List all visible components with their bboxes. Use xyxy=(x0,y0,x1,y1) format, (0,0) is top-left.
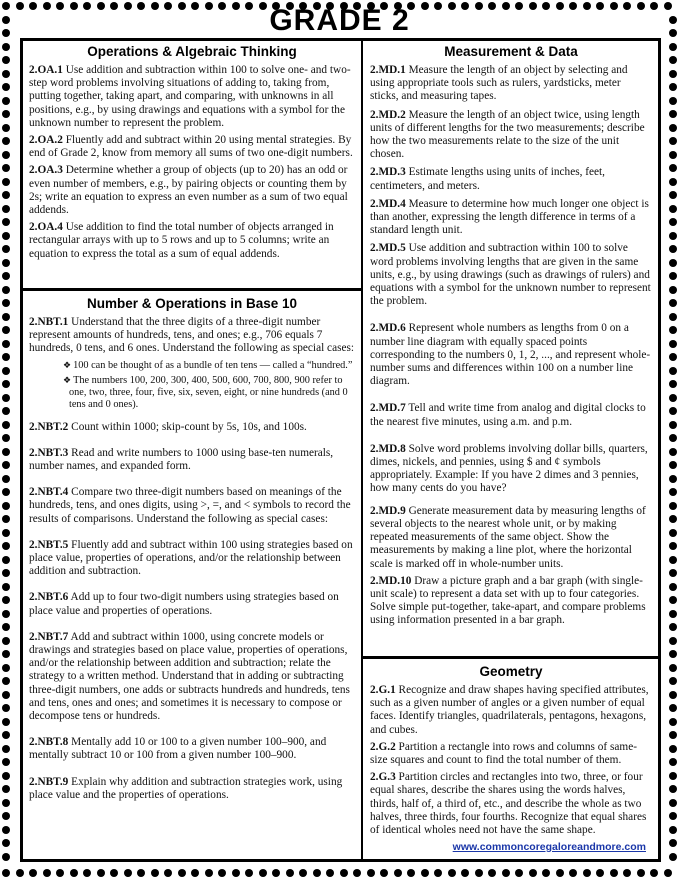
standard-code: 2.MD.9 xyxy=(370,504,406,517)
standard-code: 2.OA.1 xyxy=(29,64,63,76)
standard-code: 2.MD.8 xyxy=(370,442,406,455)
border-dot xyxy=(669,461,677,469)
standard-code: 2.OA.4 xyxy=(29,221,63,234)
standard-text: Use addition and subtraction within 100 to solve word problems involving lengths that are given in the same units, e.g., by using drawings (such as drawings of rulers) and equations with a symbol for the unknown number to represent the problem. xyxy=(370,242,651,308)
standard-code: 2.NBT.4 xyxy=(29,486,69,499)
border-dot xyxy=(669,245,677,253)
border-dot xyxy=(664,869,672,877)
border-dot xyxy=(151,869,159,877)
border-dot xyxy=(2,70,10,78)
border-dot xyxy=(299,869,307,877)
border-dot xyxy=(56,869,64,877)
border-dot xyxy=(669,205,677,213)
border-dot xyxy=(669,515,677,523)
standard-nbt-1 xyxy=(29,316,355,356)
border-dot xyxy=(669,596,677,604)
standard-text: Explain why addition and subtraction strategies work, using place value and the properties of operations. xyxy=(29,775,343,801)
standard-item xyxy=(370,575,652,628)
standard-text: Fluently add and subtract within 100 using strategies based on place value, properties of operations, and/or the relationship between addition and subtraction. xyxy=(29,538,353,578)
border-dot xyxy=(2,826,10,834)
border-dot xyxy=(434,869,442,877)
border-dot xyxy=(2,869,10,877)
standard-text: Partition a rectangle into rows and columns of same-size squares and count to find the total number of them. xyxy=(370,740,637,767)
border-dot xyxy=(669,542,677,550)
border-dot xyxy=(2,326,10,334)
oa-standards-list xyxy=(29,64,355,261)
border-dot xyxy=(272,869,280,877)
standard-text: Read and write numbers to 1000 using base-ten numerals, number names, and expanded form. xyxy=(29,446,334,473)
standard-item xyxy=(29,221,355,261)
border-dot xyxy=(669,43,677,51)
border-dot xyxy=(669,286,677,294)
border-dot xyxy=(2,745,10,753)
border-dot xyxy=(669,583,677,591)
border-dot xyxy=(2,164,10,172)
border-dot xyxy=(669,232,677,240)
border-dot xyxy=(2,677,10,685)
border-dot xyxy=(669,218,677,226)
border-dot xyxy=(475,869,483,877)
border-dot xyxy=(669,475,677,483)
border-dot xyxy=(2,799,10,807)
standard-code: 2.NBT.8 xyxy=(29,736,69,749)
standard-text: Determine whether a group of objects (up to 20) has an odd or even number of members, e.g., by pairing objects or counting them by 2s; write an equation to express an even number as a sum of two equal addends. xyxy=(29,164,348,217)
border-dot xyxy=(2,556,10,564)
border-dot xyxy=(2,812,10,820)
standard-item xyxy=(29,631,355,723)
border-dot xyxy=(164,869,172,877)
border-dot xyxy=(380,869,388,877)
border-dot xyxy=(2,529,10,537)
standard-code: 2.G.3 xyxy=(370,771,396,784)
border-dot xyxy=(2,43,10,51)
border-dot xyxy=(2,731,10,739)
standard-text: Fluently add and subtract within 20 using mental strategies. By end of Grade 2, know from memory all sums of two one-digit numbers. xyxy=(29,134,353,160)
border-dot xyxy=(2,124,10,132)
border-dot xyxy=(313,869,321,877)
border-dot xyxy=(2,515,10,523)
standard-code: 2.NBT.2 xyxy=(29,420,69,433)
border-dot xyxy=(669,97,677,105)
border-dot xyxy=(2,272,10,280)
md-standards-list xyxy=(370,64,652,628)
standard-code: 2.NBT.7 xyxy=(29,630,69,643)
standard-text: Solve word problems involving dollar bills, quarters, dimes, nickels, and pennies, using $ and ¢ symbols appropriately. Example: If you have 2 dimes and 3 pennies, how many cents do you have? xyxy=(370,442,648,495)
border-dot xyxy=(2,83,10,91)
border-dot xyxy=(2,367,10,375)
border-dot xyxy=(669,826,677,834)
border-dot xyxy=(669,569,677,577)
standard-text: Partition circles and rectangles into two, three, or four equal shares, describe the shares using the words halves, thirds, half of, a third of, etc., and describe the whole as two halves, three thirds, four fourths. Recognize that equal shares of identical wholes need not have the same shape. xyxy=(370,771,647,837)
border-dot xyxy=(669,178,677,186)
border-dot xyxy=(2,299,10,307)
standard-text: Understand that the three digits of a three-digit number represent amounts of hundreds, tens, and ones; e.g., 706 equals 7 hundreds, 0 tens, and 6 ones. Understand the following as special cases: xyxy=(29,316,355,355)
geometry-standards-list xyxy=(370,684,652,837)
oa-heading: Operations & Algebraic Thinking xyxy=(87,44,297,59)
border-dot xyxy=(2,232,10,240)
standard-text: Compare two three-digit numbers based on meanings of the hundreds, tens, and ones digits, using >, =, and < symbols to record the results of comparisons. Understand the following as special cases: xyxy=(29,486,351,525)
border-dot xyxy=(669,56,677,64)
border-dot xyxy=(623,869,631,877)
border-dot xyxy=(2,542,10,550)
border-dot xyxy=(2,772,10,780)
standard-item xyxy=(29,486,355,526)
border-dot xyxy=(669,448,677,456)
standard-item xyxy=(29,64,355,130)
oa-section xyxy=(23,41,363,291)
border-dot xyxy=(43,869,51,877)
border-dot xyxy=(191,869,199,877)
standard-text: Generate measurement data by measuring lengths of several objects to the nearest whole unit, or by making repeated measurements of the same object. Show the measurements by making a line plot, where the horizontal scale is marked off in whole-number units. xyxy=(370,504,646,570)
border-dot xyxy=(669,380,677,388)
border-dot xyxy=(2,475,10,483)
border-dot xyxy=(669,367,677,375)
border-dot xyxy=(669,637,677,645)
border-dot xyxy=(110,869,118,877)
border-dot xyxy=(610,869,618,877)
border-dot xyxy=(232,869,240,877)
border-dot xyxy=(669,488,677,496)
border-dot xyxy=(669,610,677,618)
border-dot xyxy=(669,731,677,739)
standard-item xyxy=(370,242,652,308)
border-dot xyxy=(2,380,10,388)
standard-item xyxy=(370,64,652,104)
border-dot xyxy=(669,718,677,726)
standard-item xyxy=(29,591,355,617)
border-dot xyxy=(2,650,10,658)
standard-item xyxy=(29,447,355,473)
standard-code: 2.MD.10 xyxy=(370,574,412,587)
border-dot xyxy=(669,434,677,442)
border-dot xyxy=(669,151,677,159)
standard-text: Measure the length of an object twice, using length units of different lengths for the two measurements; describe how the two measurements relate to the size of the unit chosen. xyxy=(370,108,645,161)
border-dot xyxy=(669,704,677,712)
border-dot xyxy=(2,259,10,267)
border-dot xyxy=(2,853,10,861)
border-dot xyxy=(669,272,677,280)
border-dot xyxy=(2,340,10,348)
border-dot xyxy=(669,745,677,753)
border-dot xyxy=(83,869,91,877)
standard-text: Recognize and draw shapes having specified attributes, such as a given number of angles or a given number of equal faces. Identify triangles, quadrilaterals, pentagons, hexagons, and cubes. xyxy=(370,684,649,736)
standard-code: 2.NBT.3 xyxy=(29,446,69,459)
border-dot xyxy=(2,151,10,159)
nbt-section xyxy=(23,291,363,859)
border-dot xyxy=(669,70,677,78)
special-case-text: 100 can be thought of as a bundle of ten tens — called a “hundred.” xyxy=(73,359,353,371)
border-dot xyxy=(669,259,677,267)
border-dot xyxy=(2,434,10,442)
standard-code: 2.NBT.9 xyxy=(29,775,69,788)
border-dot xyxy=(2,394,10,402)
border-dot xyxy=(2,421,10,429)
border-dot xyxy=(669,664,677,672)
standard-text: Use addition to find the total number of objects arranged in rectangular arrays with up to 5 rows and up to 5 columns; write an equation to express the total as a sum of equal addends. xyxy=(29,221,334,260)
nbt-standards-list xyxy=(29,421,355,802)
border-dot xyxy=(407,869,415,877)
border-dot xyxy=(669,556,677,564)
border-dot xyxy=(596,869,604,877)
standard-code: 2.MD.5 xyxy=(370,242,406,255)
border-dot xyxy=(2,637,10,645)
border-dot xyxy=(2,313,10,321)
border-dot xyxy=(2,596,10,604)
standard-text: Draw a picture graph and a bar graph (with single-unit scale) to represent a data set with up to four categories. Solve simple put-together, take-apart, and compare problems using information presented in a bar graph. xyxy=(370,574,646,627)
border-dot xyxy=(16,869,24,877)
border-dot xyxy=(97,869,105,877)
standard-code: 2.OA.2 xyxy=(29,134,63,147)
border-dot xyxy=(2,718,10,726)
border-dot xyxy=(2,218,10,226)
border-dot xyxy=(488,869,496,877)
border-dot xyxy=(2,583,10,591)
standard-text: Measure to determine how much longer one object is than another, expressing the length difference in terms of a standard length unit. xyxy=(370,197,649,237)
standard-text: Estimate lengths using units of inches, feet, centimeters, and meters. xyxy=(370,166,606,192)
border-dot xyxy=(2,178,10,186)
border-dot xyxy=(669,772,677,780)
border-dot xyxy=(2,448,10,456)
border-dot xyxy=(421,869,429,877)
standard-code: 2.OA.3 xyxy=(29,164,63,177)
border-dot xyxy=(669,407,677,415)
standard-text: Mentally add 10 or 100 to a given number 100–900, and mentally subtract 10 or 100 from a given number 100–900. xyxy=(29,736,327,762)
border-dot xyxy=(2,610,10,618)
border-dot xyxy=(340,869,348,877)
standard-item xyxy=(29,421,355,434)
geometry-section xyxy=(363,659,658,859)
md-heading: Measurement & Data xyxy=(444,44,578,59)
border-dot xyxy=(286,869,294,877)
website-link[interactable]: www.commoncoregaloreandmore.com xyxy=(452,841,646,853)
border-dot xyxy=(394,869,402,877)
border-dot xyxy=(669,529,677,537)
border-dot xyxy=(448,869,456,877)
border-dot xyxy=(569,869,577,877)
border-dot xyxy=(542,869,550,877)
border-dot xyxy=(2,137,10,145)
border-dot xyxy=(669,853,677,861)
border-dot xyxy=(669,785,677,793)
standard-code: 2.NBT.1 xyxy=(29,316,69,328)
border-dot xyxy=(2,623,10,631)
border-dot xyxy=(669,502,677,510)
border-dot xyxy=(2,704,10,712)
border-dot xyxy=(669,326,677,334)
diamond-bullet-icon: ❖ xyxy=(63,359,72,370)
border-dot xyxy=(70,869,78,877)
border-dot xyxy=(353,869,361,877)
border-dot xyxy=(650,869,658,877)
standard-code: 2.NBT.6 xyxy=(29,591,69,604)
standard-code: 2.MD.7 xyxy=(370,402,406,415)
border-dot xyxy=(178,869,186,877)
border-dot xyxy=(2,353,10,361)
border-dot xyxy=(669,110,677,118)
standard-item xyxy=(370,684,652,737)
standard-item xyxy=(370,198,652,238)
standard-code: 2.MD.6 xyxy=(370,322,406,335)
border-dot xyxy=(556,869,564,877)
border-dot xyxy=(669,164,677,172)
nbt-special-case-2 xyxy=(63,374,355,411)
nbt-heading: Number & Operations in Base 10 xyxy=(86,296,298,311)
border-dot xyxy=(669,340,677,348)
border-dot xyxy=(669,650,677,658)
page-title: GRADE 2 xyxy=(269,4,410,37)
border-dot xyxy=(218,869,226,877)
border-dot xyxy=(2,569,10,577)
standard-item xyxy=(29,736,355,762)
border-dot xyxy=(669,623,677,631)
border-dot xyxy=(669,421,677,429)
nbt-special-case-1 xyxy=(63,359,355,372)
border-dot xyxy=(245,869,253,877)
border-dot xyxy=(502,869,510,877)
standard-code: 2.MD.3 xyxy=(370,166,406,179)
border-dot xyxy=(515,869,523,877)
border-dot xyxy=(2,286,10,294)
standard-item xyxy=(370,166,652,192)
border-dot xyxy=(669,799,677,807)
border-dot xyxy=(2,664,10,672)
standard-text: Count within 1000; skip-count by 5s, 10s, and 100s. xyxy=(68,420,307,433)
standard-item xyxy=(370,771,652,837)
border-dot xyxy=(2,461,10,469)
border-dot xyxy=(2,839,10,847)
standard-item xyxy=(370,505,652,571)
standard-code: 2.G.2 xyxy=(370,740,396,753)
border-dot xyxy=(669,313,677,321)
border-dot xyxy=(2,205,10,213)
standard-item xyxy=(29,164,355,217)
md-section xyxy=(363,41,658,659)
standard-text: Represent whole numbers as lengths from 0 on a number line diagram with equally spaced points corresponding to the numbers 0, 1, 2, ..., and represent whole-number sums and differences within 100 on a number line diagram. xyxy=(370,322,651,388)
border-dot xyxy=(259,869,267,877)
border-dot xyxy=(669,124,677,132)
standard-code: 2.MD.4 xyxy=(370,197,406,210)
border-dot xyxy=(583,869,591,877)
border-dot xyxy=(137,869,145,877)
border-dot xyxy=(326,869,334,877)
border-dot xyxy=(2,56,10,64)
diamond-bullet-icon: ❖ xyxy=(63,374,72,385)
border-dot xyxy=(669,812,677,820)
standard-item xyxy=(370,402,652,428)
border-dot xyxy=(2,488,10,496)
standard-item xyxy=(29,539,355,579)
border-dot xyxy=(669,299,677,307)
border-dot xyxy=(367,869,375,877)
special-case-text: The numbers 100, 200, 300, 400, 500, 600, 700, 800, 900 refer to one, two, three, four, five, six, seven, eight, or nine hundreds (and 0 tens and 0 ones). xyxy=(69,374,348,410)
standard-item xyxy=(370,443,652,496)
standard-item xyxy=(370,741,652,767)
border-dot xyxy=(669,677,677,685)
border-dot xyxy=(29,869,37,877)
border-dot xyxy=(669,691,677,699)
standard-code: 2.MD.1 xyxy=(370,64,406,76)
border-dot xyxy=(669,191,677,199)
border-dot xyxy=(2,785,10,793)
standard-code: 2.MD.2 xyxy=(370,108,406,121)
border-dot xyxy=(2,110,10,118)
standard-code: 2.NBT.5 xyxy=(29,538,69,551)
border-dot xyxy=(124,869,132,877)
border-dot xyxy=(669,839,677,847)
border-dot xyxy=(2,245,10,253)
standard-item xyxy=(370,109,652,162)
standard-text: Use addition and subtraction within 100 to solve one- and two-step word problems involving situations of adding to, taking from, putting together, taking apart, and comparing, with unknowns in all positions, e.g., by using drawings and equations with a symbol for the unknown number to represent the problem. xyxy=(29,64,351,129)
border-dot xyxy=(2,502,10,510)
border-dot xyxy=(205,869,213,877)
border-dot xyxy=(637,869,645,877)
border-dot xyxy=(529,869,537,877)
standards-frame xyxy=(20,38,661,862)
border-dot xyxy=(461,869,469,877)
border-dot xyxy=(669,137,677,145)
standard-code: 2.G.1 xyxy=(370,684,396,696)
border-dot xyxy=(669,83,677,91)
border-dot xyxy=(669,758,677,766)
standard-text: Add up to four two-digit numbers using strategies based on place value and properties of operations. xyxy=(29,591,339,617)
standard-text: Tell and write time from analog and digital clocks to the nearest five minutes, using a.m. and p.m. xyxy=(370,402,646,428)
geometry-heading: Geometry xyxy=(479,664,543,679)
standard-text: Measure the length of an object by selecting and using appropriate tools such as rulers, yardsticks, meter sticks, and measuring tapes. xyxy=(370,64,628,103)
standard-text: Add and subtract within 1000, using concrete models or drawings and strategies based on place value, properties of operations, and/or the relationship between addition and subtraction; relate the strategy to a written method. Understand that in adding or subtracting three-digit numbers, one adds or subtracts hundreds and hundreds, tens and tens, ones and ones; and sometimes it is necessary to compose or decompose tens or hundreds. xyxy=(29,630,350,723)
border-dot xyxy=(2,191,10,199)
border-dot xyxy=(669,353,677,361)
standard-item xyxy=(29,776,355,802)
border-dot xyxy=(2,758,10,766)
border-dot xyxy=(2,97,10,105)
standard-item xyxy=(370,322,652,388)
border-dot xyxy=(2,407,10,415)
border-dot xyxy=(669,394,677,402)
standard-item xyxy=(29,134,355,160)
border-dot xyxy=(2,691,10,699)
